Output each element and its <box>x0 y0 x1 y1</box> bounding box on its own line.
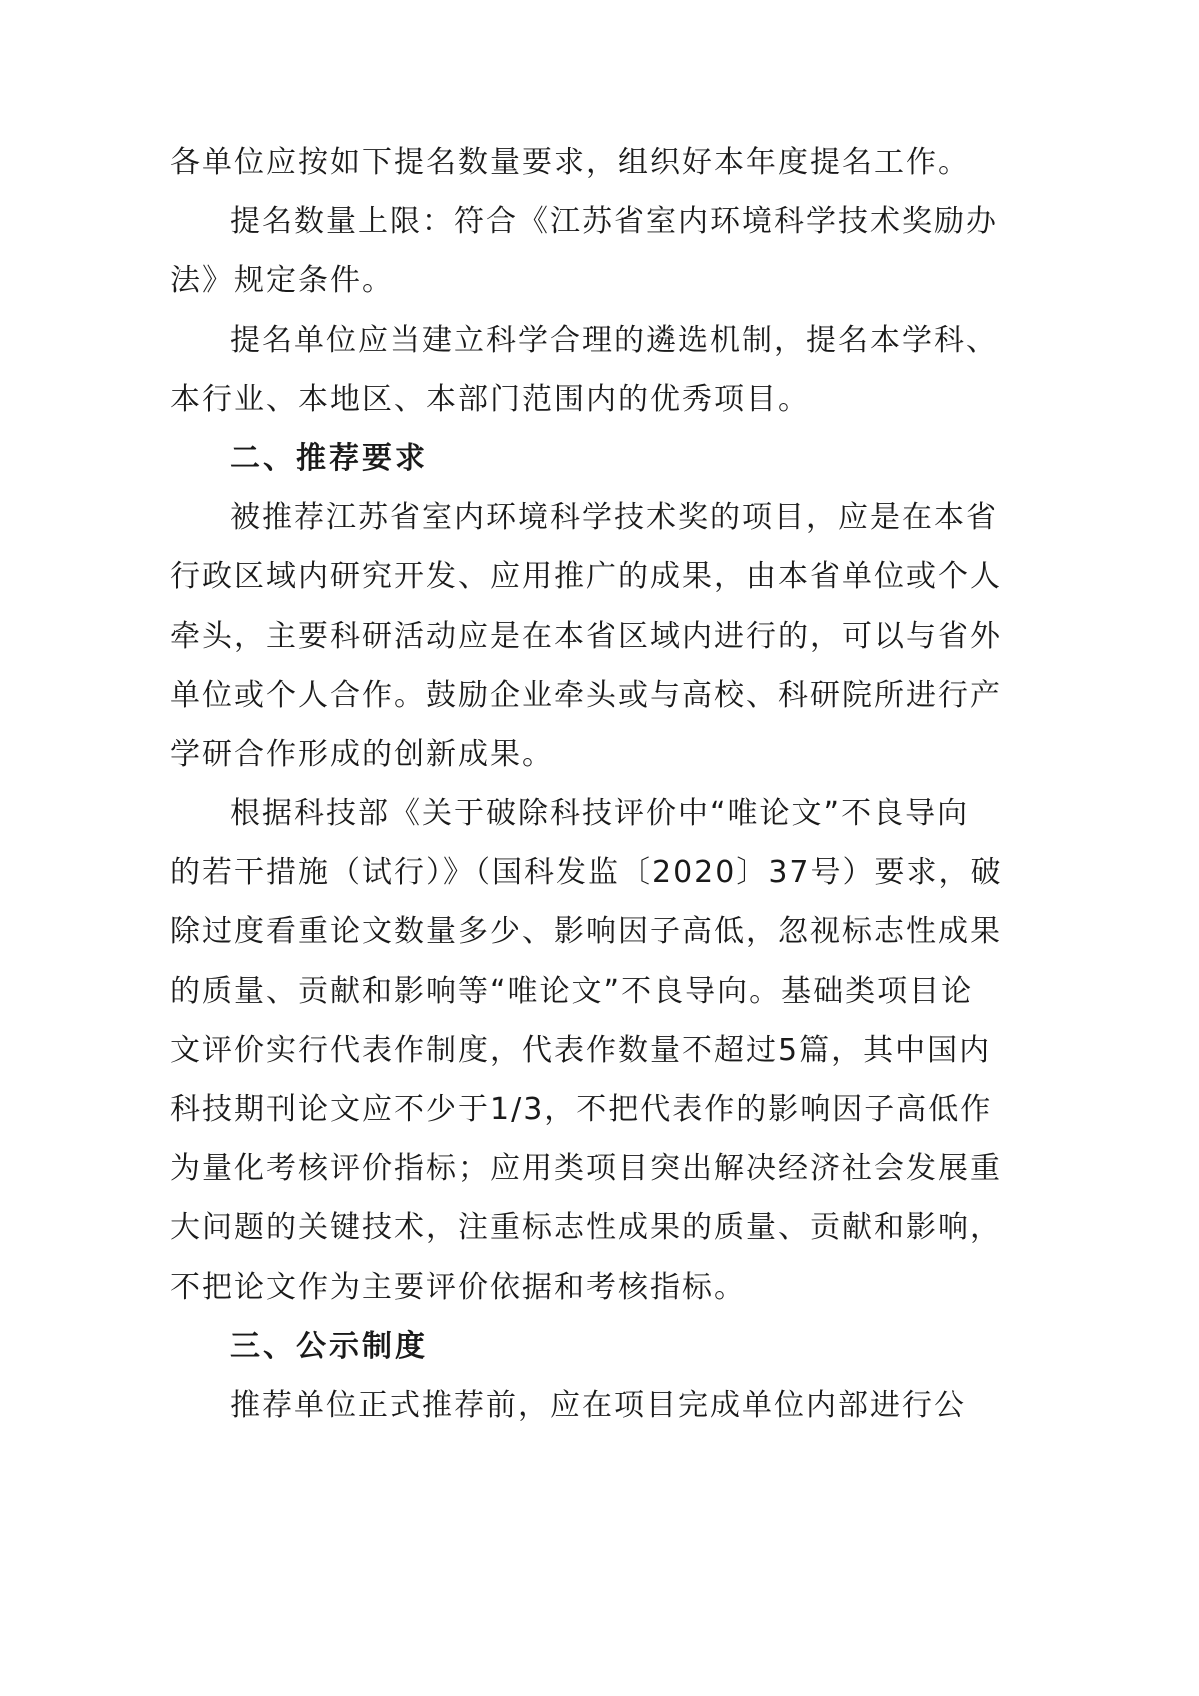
paragraph-line: 行政区域内研究开发、应用推广的成果，由本省单位或个人 <box>170 559 1002 595</box>
paragraph-line: 提名数量上限：符合《江苏省室内环境科学技术奖励办 <box>230 204 998 240</box>
paragraph-line: 大问题的关键技术，注重标志性成果的质量、贡献和影响， <box>170 1210 1002 1246</box>
document-page <box>170 133 1003 1435</box>
paragraph-line: 学研合作形成的创新成果。 <box>170 736 554 772</box>
paragraph-line: 不把论文作为主要评价依据和考核指标。 <box>170 1269 746 1305</box>
section-heading: 二、推荐要求 <box>230 440 428 476</box>
paragraph-line: 推荐单位正式推荐前，应在项目完成单位内部进行公 <box>230 1387 966 1423</box>
paragraph-line: 法》规定条件。 <box>170 263 394 299</box>
paragraph-line: 被推荐江苏省室内环境科学技术奖的项目，应是在本省 <box>230 500 998 536</box>
paragraph-line: 的若干措施（试行）》（国科发监〔2020〕37号）要求，破 <box>170 855 1003 891</box>
paragraph-line: 单位或个人合作。鼓励企业牵头或与高校、科研院所进行产 <box>170 677 1002 713</box>
paragraph-line: 提名单位应当建立科学合理的遴选机制，提名本学科、 <box>230 322 998 358</box>
paragraph-line: 各单位应按如下提名数量要求，组织好本年度提名工作。 <box>170 145 970 180</box>
section-heading: 三、公示制度 <box>230 1328 428 1364</box>
paragraph-line: 本行业、本地区、本部门范围内的优秀项目。 <box>170 381 810 417</box>
paragraph-line: 根据科技部《关于破除科技评价中“唯论文”不良导向 <box>230 796 970 832</box>
paragraph-line: 科技期刊论文应不少于1/3，不把代表作的影响因子高低作 <box>170 1092 993 1127</box>
paragraph-line: 的质量、贡献和影响等“唯论文”不良导向。基础类项目论 <box>170 973 974 1009</box>
paragraph-line: 为量化考核评价指标；应用类项目突出解决经济社会发展重 <box>170 1151 1002 1187</box>
paragraph-line: 文评价实行代表作制度，代表作数量不超过5篇，其中国内 <box>170 1032 992 1068</box>
paragraph-line: 除过度看重论文数量多少、影响因子高低，忽视标志性成果 <box>170 914 1002 950</box>
paragraph-line: 牵头，主要科研活动应是在本省区域内进行的，可以与省外 <box>170 618 1002 654</box>
